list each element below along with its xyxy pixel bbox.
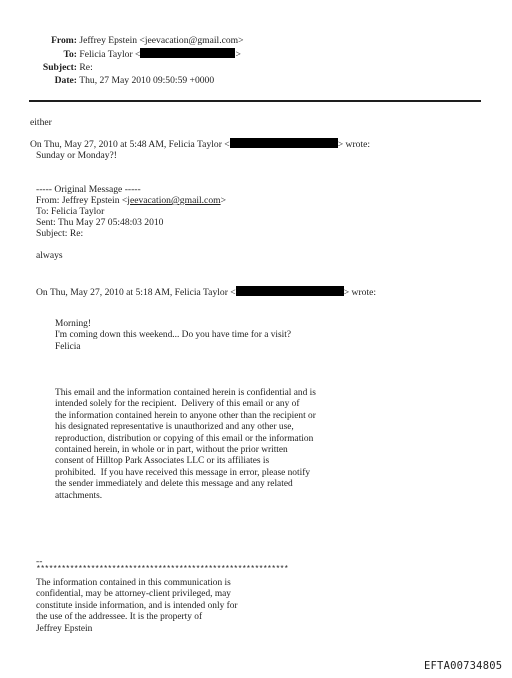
header-to [30, 48, 241, 60]
redaction-box [236, 286, 344, 296]
quote1-text: Sunday or Monday?! [36, 150, 117, 161]
header-from [30, 35, 244, 46]
quote1-suffix: > wrote: [337, 139, 371, 150]
orig-from-email-link[interactable]: jeevacation@gmail.com [127, 195, 221, 206]
orig-text: always [36, 250, 63, 261]
orig-sent: Sent: Thu May 27 05:48:03 2010 [36, 217, 164, 228]
header-subject [30, 62, 93, 73]
header-date [30, 75, 214, 86]
header-divider [29, 100, 481, 102]
redaction-box [230, 138, 338, 148]
from-value: Jeffrey Epstein <jeevacation@gmail.com> [79, 35, 244, 46]
subject-value: Re: [79, 62, 93, 73]
quote1-header [30, 138, 370, 150]
bates-number: EFTA00734805 [424, 660, 503, 672]
morning-message: Morning! I'm coming down this weekend... Do you have time for a visit? Felicia [55, 319, 292, 352]
redaction-box [140, 48, 235, 58]
orig-to: To: Felicia Taylor [36, 206, 105, 217]
date-value: Thu, 27 May 2010 09:50:59 +0000 [79, 75, 215, 86]
footer-notice: The information contained in this communication is confidential, may be attorney-client privileged, may constitute inside information, and is intended only for the use of the addressee. It is the property of Jeffrey Epstein [36, 578, 238, 634]
orig-from [36, 195, 226, 206]
subject-label: Subject: [42, 62, 77, 73]
orig-subject: Subject: Re: [36, 228, 84, 239]
to-value-prefix: Felicia Taylor < [79, 49, 141, 60]
quote2-suffix: > wrote: [343, 287, 377, 298]
original-marker: ----- Original Message ----- [36, 184, 141, 195]
reply-text: either [30, 117, 52, 128]
star-divider: ************************************************************ [36, 565, 289, 574]
orig-from-prefix: From: Jeffrey Epstein < [36, 195, 128, 206]
date-label: Date: [54, 75, 77, 86]
to-label: To: [63, 49, 77, 60]
quote2-prefix: On Thu, May 27, 2010 at 5:18 AM, Felicia Taylor < [36, 287, 236, 298]
quote2-header [36, 286, 376, 298]
signature-dash: -- [36, 556, 43, 567]
orig-from-suffix: > [220, 195, 226, 206]
from-label: From: [51, 35, 77, 46]
to-value-suffix: > [235, 49, 241, 60]
quote1-prefix: On Thu, May 27, 2010 at 5:48 AM, Felicia Taylor < [30, 139, 230, 150]
confidentiality-notice: This email and the information contained herein is confidential and is intended solely for the recipient. Delivery of this email or any of the information contained herein to anyone other than the recipient or his designated representative is unauthorized and any other use, reproduction, distribution or copying of this email or the information contained herein, in whole or in part, without the prior written consent of Hilltop Park Associates LLC or its affiliates is prohibited. If you have received this message in error, please notify the sender immediately and delete this message and any related attachments. [55, 388, 316, 501]
